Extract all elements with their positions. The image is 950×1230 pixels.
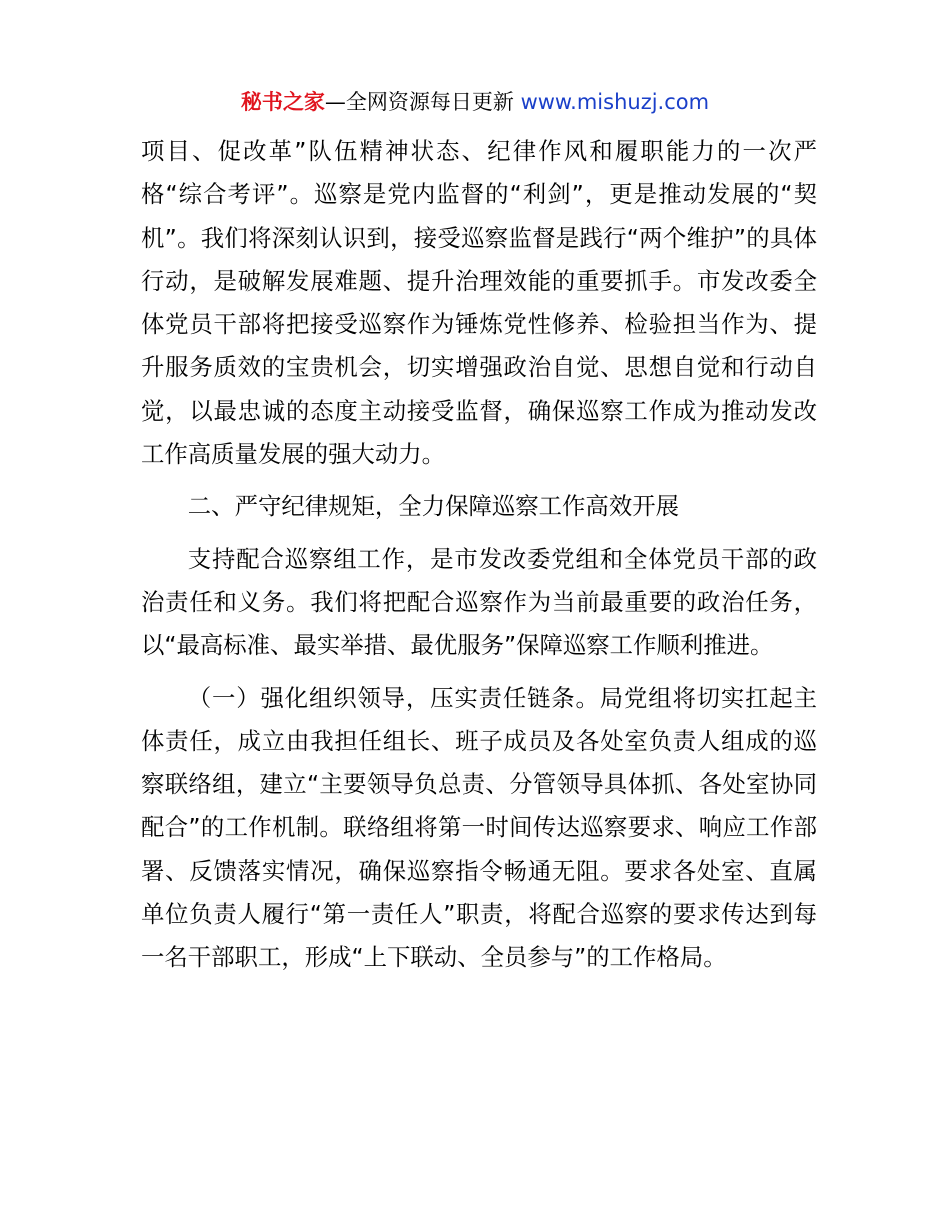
page-header	[0, 86, 950, 118]
paragraph-support: 支持配合巡察组工作，是市发改委党组和全体党员干部的政治责任和义务。我们将把配合巡察作为当前最重要的政治任务，以“最高标准、最实举措、最优服务”保障巡察工作顺利推进。	[141, 544, 817, 660]
header-brand: 秘书之家	[240, 90, 325, 114]
paragraph-subsection-1: （一）强化组织领导，压实责任链条。局党组将切实扛起主体责任，成立由我担任组长、班子成员及各处室负责人组成的巡察联络组，建立“主要领导负总责、分管领导具体抓、各处室协同配合”的工作机制。联络组将第一时间传达巡察要求、响应工作部署、反馈落实情况，确保巡察指令畅通无阻。要求各处室、直属单位负责人履行“第一责任人”职责，将配合巡察的要求传达到每一名干部职工，形成“上下联动、全员参与”的工作格局。	[141, 683, 817, 972]
document-body	[141, 130, 817, 980]
section-heading-2: 二、严守纪律规矩，全力保障巡察工作高效开展	[187, 492, 679, 521]
paragraph-continued: 项目、促改革”队伍精神状态、纪律作风和履职能力的一次严格“综合考评”。巡察是党内监督的“利剑”，更是推动发展的“契机”。我们将深刻认识到，接受巡察监督是践行“两个维护”的具体行动，是破解发展难题、提升治理效能的重要抓手。市发改委全体党员干部将把接受巡察作为锤炼党性修养、检验担当作为、提升服务质效的宝贵机会，切实增强政治自觉、思想自觉和行动自觉，以最忠诚的态度主动接受监督，确保巡察工作成为推动发改工作高质量发展的强大动力。	[141, 137, 817, 469]
header-site-link[interactable]: www.mishuzj.com	[520, 90, 710, 114]
header-slogan: —全网资源每日更新	[324, 90, 521, 114]
